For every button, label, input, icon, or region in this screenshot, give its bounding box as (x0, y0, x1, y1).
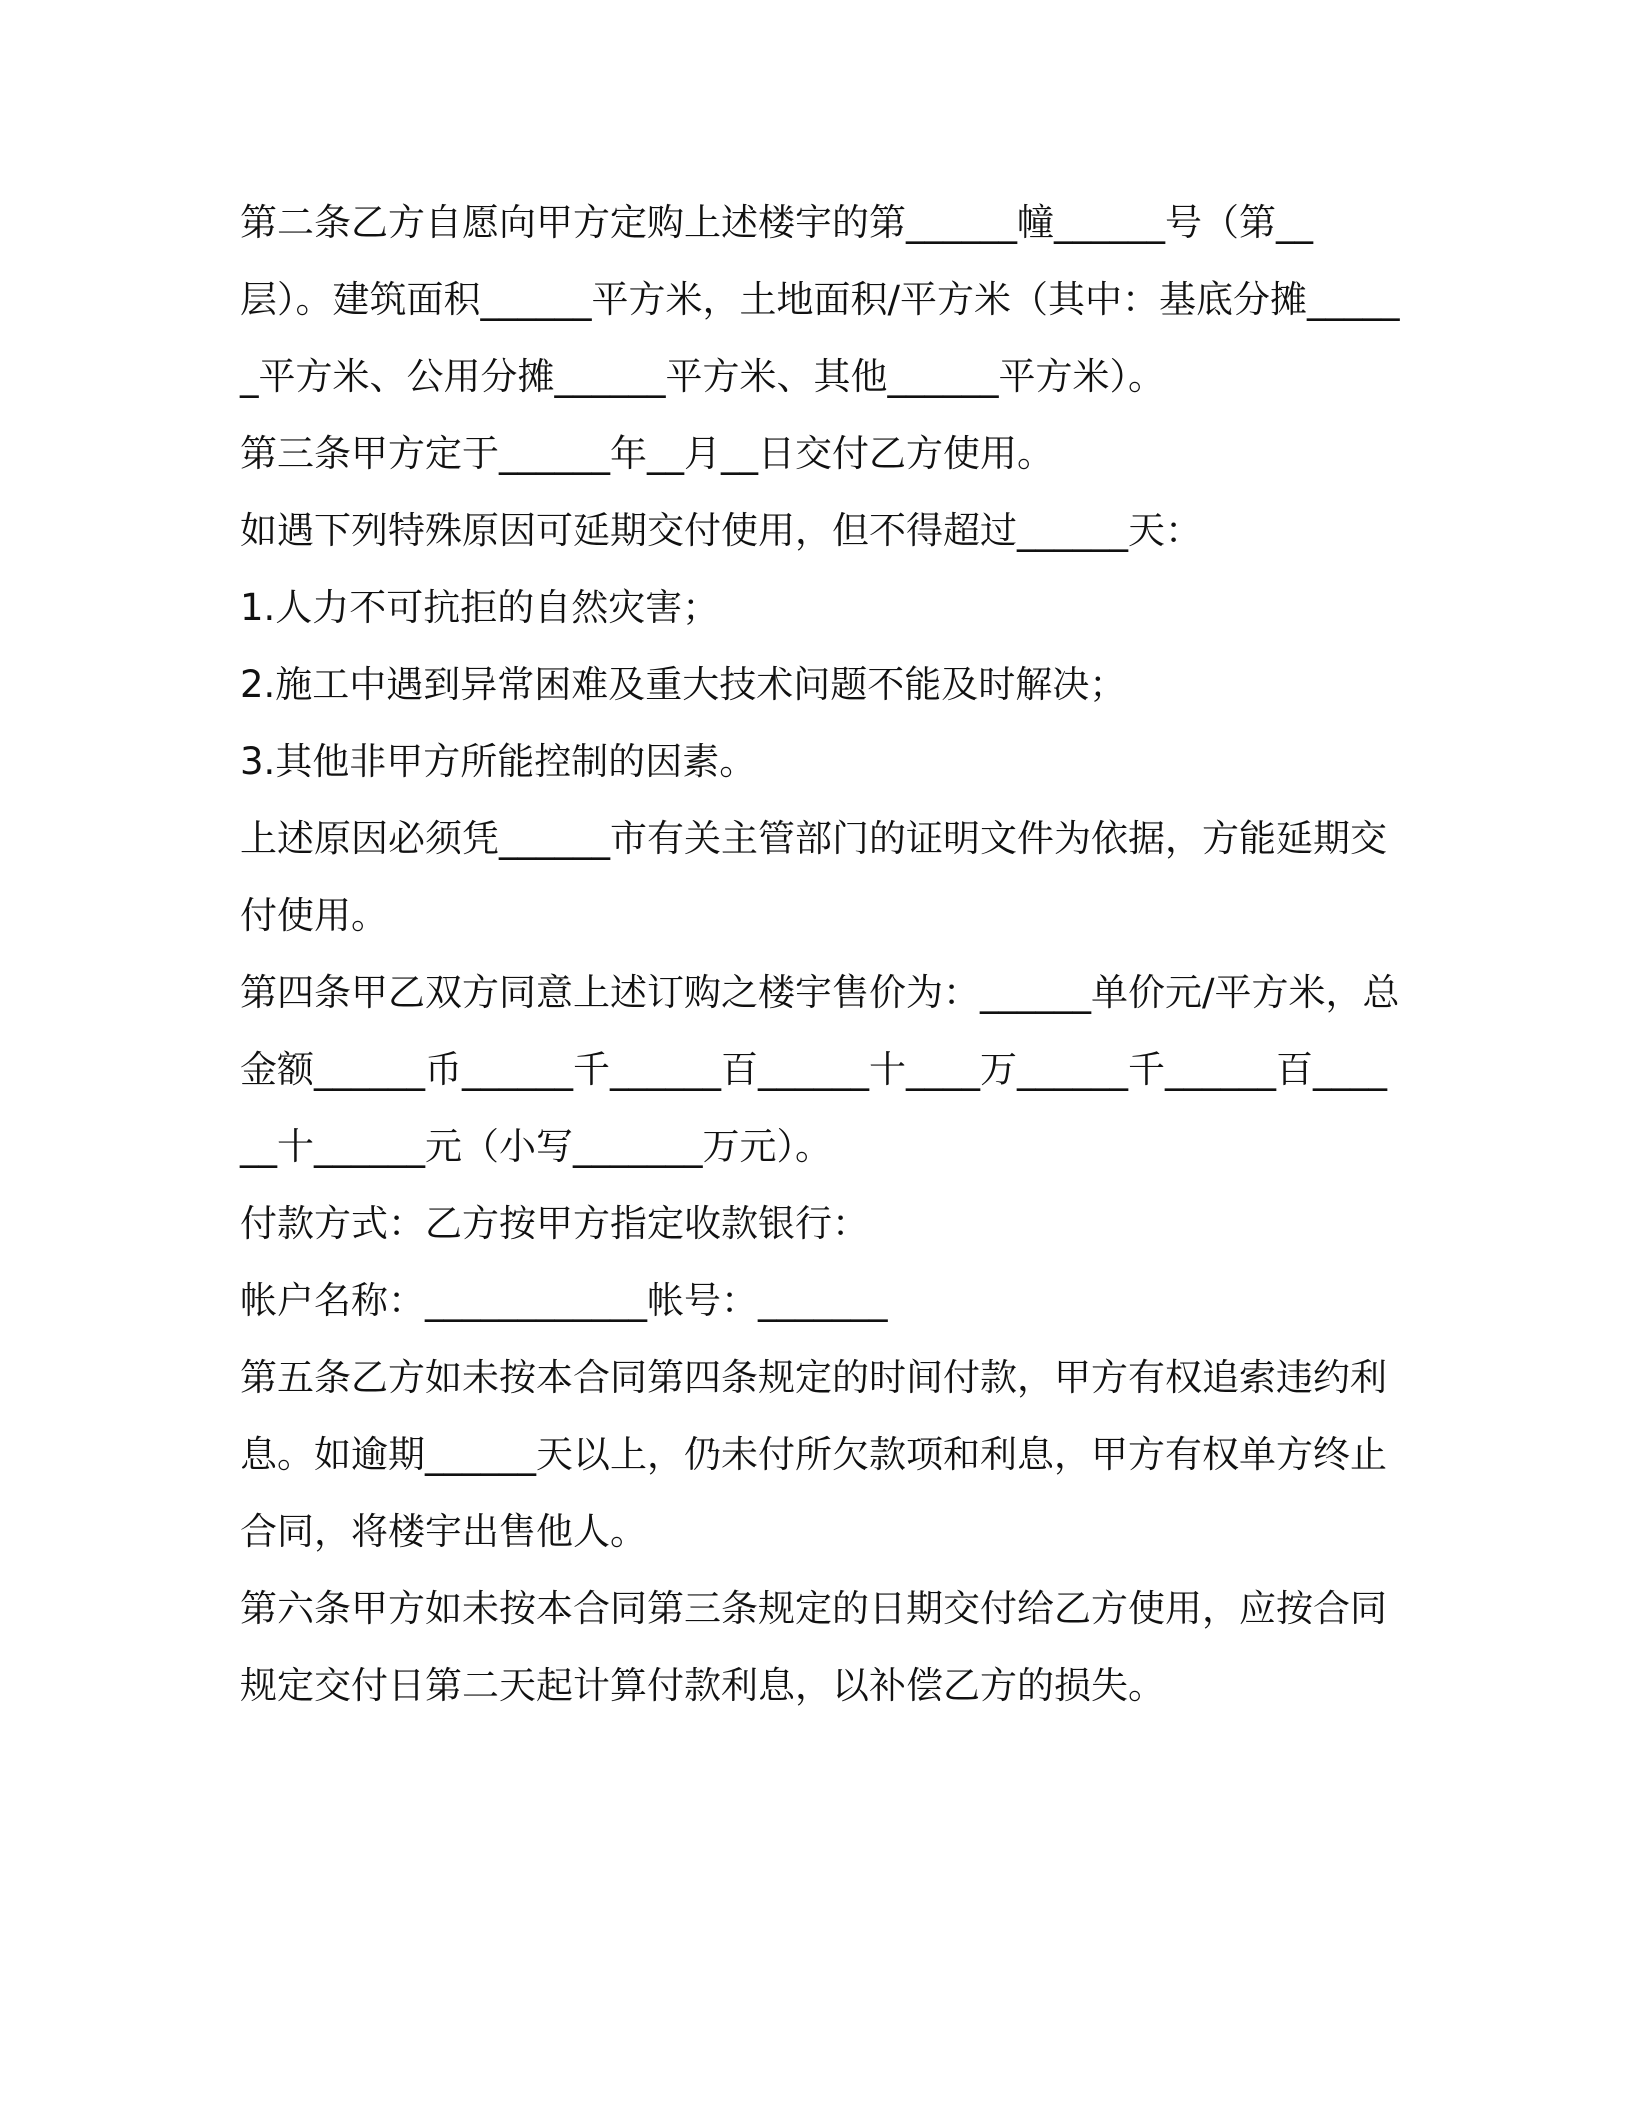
delay-reason-2: 2.施工中遇到异常困难及重大技术问题不能及时解决； (240, 663, 1127, 706)
delay-reason-3: 3.其他非甲方所能控制的因素。 (240, 740, 757, 783)
clause-4-paragraph: 第四条甲乙双方同意上述订购之楼宇售价为：______单价元/平方米，总金额______币______千______百______十____万______千______百______十______元（小写_______万元）。 (240, 971, 1400, 1168)
clause-5-paragraph: 第五条乙方如未按本合同第四条规定的时间付款，甲方有权追索违约利息。如逾期______天以上，仍未付所欠款项和利息，甲方有权单方终止合同，将楼宇出售他人。 (240, 1356, 1387, 1553)
proof-requirement-paragraph: 上述原因必须凭______市有关主管部门的证明文件为依据，方能延期交付使用。 (240, 817, 1387, 937)
delay-conditions-paragraph: 如遇下列特殊原因可延期交付使用，但不得超过______天： (240, 509, 1202, 552)
contract-body (240, 184, 1400, 1724)
clause-2-paragraph: 第二条乙方自愿向甲方定购上述楼宇的第______幢______号（第__层）。建筑面积______平方米，土地面积/平方米（其中：基底分摊______平方米、公用分摊______平方米、其他______平方米）。 (240, 201, 1400, 398)
clause-6-paragraph: 第六条甲方如未按本合同第三条规定的日期交付给乙方使用，应按合同规定交付日第二天起计算付款利息，以补偿乙方的损失。 (240, 1587, 1387, 1707)
account-info-paragraph: 帐户名称：____________帐号：_______ (240, 1279, 888, 1322)
payment-method-paragraph: 付款方式：乙方按甲方指定收款银行： (240, 1202, 869, 1245)
clause-3-paragraph: 第三条甲方定于______年__月__日交付乙方使用。 (240, 432, 1054, 475)
delay-reason-1: 1.人力不可抗拒的自然灾害； (240, 586, 720, 629)
